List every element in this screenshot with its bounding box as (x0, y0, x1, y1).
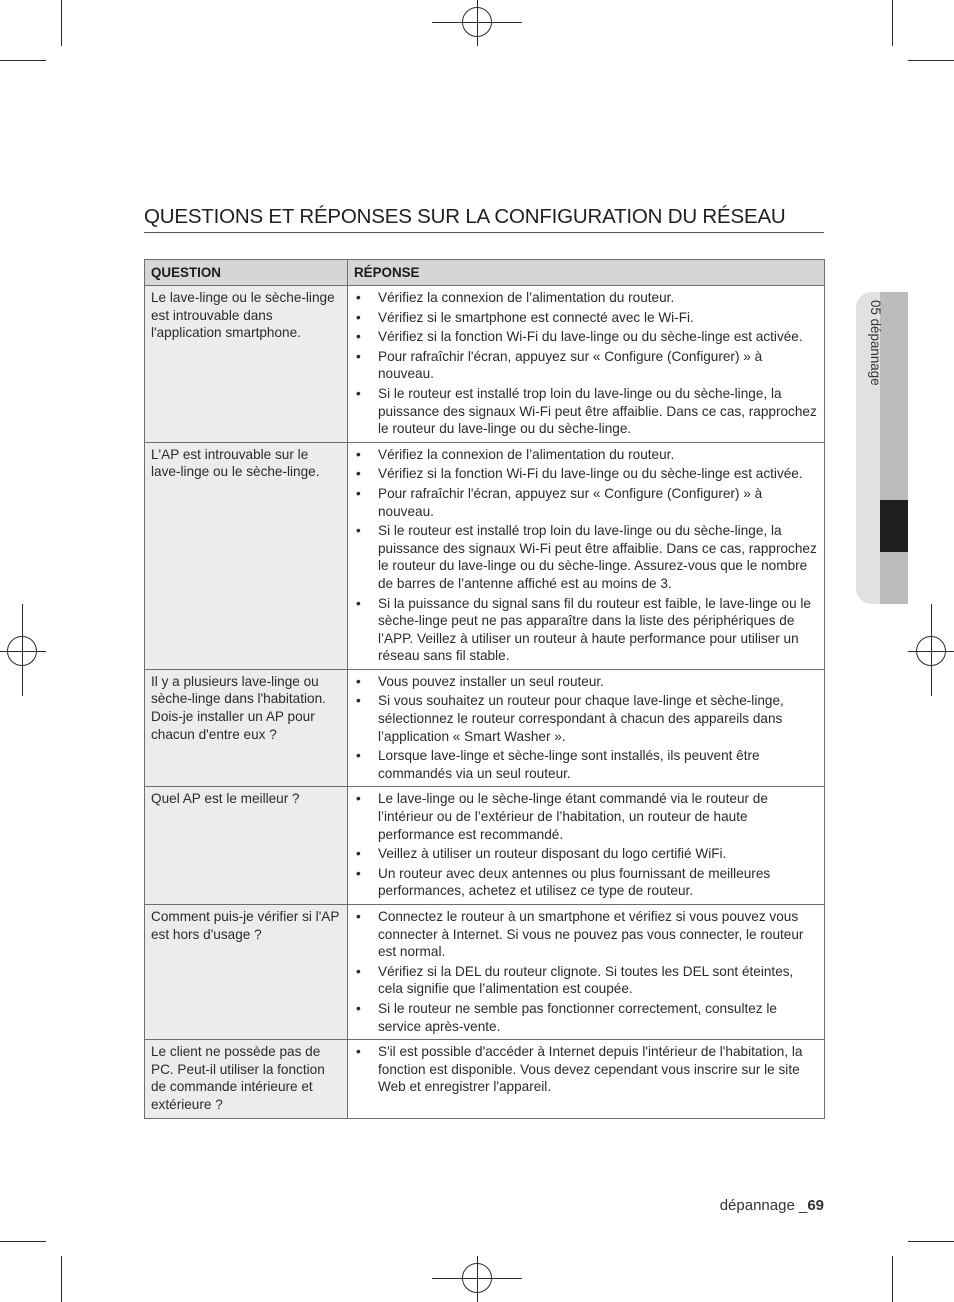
bullet-icon: • (356, 466, 361, 482)
answer-item (354, 348, 820, 383)
answer-text: S'il est possible d'accéder à Internet depuis l'intérieur de l'habitation, la fonction est disponible. Vous devez cependant vous inscrire sur le site Web et enregistrer l'appareil. (378, 1044, 803, 1095)
answer-list (354, 446, 820, 665)
page-footer (720, 1197, 824, 1214)
answer-text: Si le routeur est installé trop loin du lave-linge ou du sèche-linge, la puissance des signaux Wi-Fi peut être affaiblie. Dans ce cas, rapprochez le routeur du lave-linge ou du sèche-linge. (378, 385, 817, 437)
answer-text: Un routeur avec deux antennes ou plus fournissant de meilleures performances, achetez et utilisez ce type de routeur. (378, 865, 771, 899)
answer-cell (348, 669, 825, 787)
answer-cell (348, 905, 825, 1040)
answer-text: Vérifiez la connexion de l’alimentation du routeur. (378, 446, 675, 462)
bullet-icon: • (356, 748, 361, 764)
answer-text: Pour rafraîchir l'écran, appuyez sur « Configure (Configurer) » à nouveau. (378, 348, 763, 382)
answer-text: Veillez à utiliser un routeur disposant du logo certifié WiFi. (378, 846, 727, 862)
bullet-icon: • (356, 693, 361, 709)
answer-list (354, 908, 820, 1035)
bullet-icon: • (356, 846, 361, 862)
footer-section: dépannage _ (719, 1197, 808, 1214)
answer-text: Si le routeur est installé trop loin du lave-linge ou du sèche-linge, la puissance des signaux Wi-Fi peut être affaiblie. Dans ce cas, rapprochez le routeur du lave-linge ou du sèche-linge. Assurez-vous que le nombre de barres de l’antenne affiché est au moins de 3. (378, 523, 817, 591)
answer-text: Si le routeur ne semble pas fonctionner correctement, consultez le service après-vente. (378, 1000, 777, 1034)
answer-list (354, 790, 820, 900)
table-header-row (145, 260, 825, 286)
answer-item (354, 790, 820, 843)
page-number: 69 (807, 1197, 824, 1214)
chapter-tab-strip (880, 292, 908, 604)
answer-item (354, 747, 820, 782)
answer-text: Lorsque lave-linge et sèche-linge sont installés, ils peuvent être commandés via un seul routeur. (378, 748, 760, 781)
header-question: QUESTION (145, 260, 348, 286)
answer-item (354, 1000, 820, 1035)
question-cell: Il y a plusieurs lave-linge ou sèche-linge dans l'habitation. Dois-je installer un AP pour chacun d'entre eux ? (145, 669, 348, 787)
answer-text: Vérifiez si la DEL du routeur clignote. Si toutes les DEL sont éteintes, cela signifie que l’alimentation est coupée. (378, 963, 794, 997)
answer-item (354, 908, 820, 961)
chapter-tab-marker (880, 500, 908, 552)
bullet-icon: • (356, 791, 361, 807)
bullet-icon: • (356, 1044, 361, 1060)
qa-table (144, 259, 825, 1119)
answer-text: Si vous souhaitez un routeur pour chaque lave-linge et sèche-linge, sélectionnez le routeur correspondant à chacun des appareils dans l’application « Smart Washer ». (378, 693, 784, 744)
bullet-icon: • (356, 385, 361, 401)
answer-item (354, 673, 820, 691)
answer-text: Si la puissance du signal sans fil du routeur est faible, le lave-linge ou le sèche-linge peut ne pas apparaître dans la liste des périphériques de l’APP. Veillez à utiliser un routeur à haute performance pour utiliser un réseau sans fil stable. (378, 595, 811, 664)
answer-item (354, 289, 820, 307)
header-answer: RÉPONSE (348, 260, 825, 286)
question-cell: Quel AP est le meilleur ? (145, 787, 348, 905)
bullet-icon: • (356, 446, 361, 462)
answer-list (354, 1043, 820, 1096)
answer-cell (348, 286, 825, 443)
bullet-icon: • (356, 485, 361, 501)
answer-text: Vérifiez si la fonction Wi-Fi du lave-linge ou du sèche-linge est activée. (378, 329, 803, 345)
answer-cell (348, 787, 825, 905)
crop-mark (908, 1241, 954, 1242)
answer-item (354, 465, 820, 483)
crop-mark (892, 0, 893, 46)
answer-item (354, 485, 820, 520)
question-cell: Le lave-linge ou le sèche-linge est introuvable dans l'application smartphone. (145, 286, 348, 443)
answer-item (354, 845, 820, 863)
bullet-icon: • (356, 595, 361, 611)
question-cell: L'AP est introuvable sur le lave-linge ou le sèche-linge. (145, 442, 348, 669)
bullet-icon: • (356, 909, 361, 924)
answer-text: Pour rafraîchir l'écran, appuyez sur « Configure (Configurer) » à nouveau. (378, 485, 763, 519)
bullet-icon: • (356, 348, 361, 364)
bullet-icon: • (356, 329, 361, 345)
answer-item (354, 309, 820, 327)
table-row (145, 442, 825, 669)
crop-mark (0, 60, 46, 61)
answer-text: Vérifiez la connexion de l’alimentation du routeur. (378, 290, 675, 305)
table-row (145, 787, 825, 905)
answer-item (354, 328, 820, 346)
bullet-icon: • (356, 290, 361, 305)
table-row (145, 1040, 825, 1118)
bullet-icon: • (356, 309, 361, 325)
answer-item (354, 446, 820, 464)
answer-item (354, 522, 820, 592)
answer-cell (348, 442, 825, 669)
answer-item (354, 595, 820, 665)
crop-mark (61, 1256, 62, 1302)
question-cell: Comment puis-je vérifier si l'AP est hors d'usage ? (145, 905, 348, 1040)
bullet-icon: • (356, 865, 361, 881)
crop-mark (61, 0, 62, 46)
answer-text: Connectez le routeur à un smartphone et vérifiez si vous pouvez vous connecter à Internet. Si vous ne pouvez pas vous connecter, le routeur est normal. (378, 909, 804, 960)
answer-text: Vérifiez si le smartphone est connecté avec le Wi-Fi. (378, 309, 694, 325)
table-row (145, 905, 825, 1040)
bullet-icon: • (356, 963, 361, 979)
crop-mark (892, 1256, 893, 1302)
answer-text: Vous pouvez installer un seul routeur. (378, 673, 604, 689)
answer-item (354, 692, 820, 745)
bullet-icon: • (356, 673, 361, 689)
answer-item (354, 1043, 820, 1096)
answer-list (354, 289, 820, 438)
answer-text: Le lave-linge ou le sèche-linge étant commandé via le routeur de l’intérieur ou de l’extérieur de l’habitation, un routeur de haute performance est recommandé. (378, 791, 768, 842)
bullet-icon: • (356, 523, 361, 539)
chapter-tab-label: 05 dépannage (868, 300, 883, 386)
answer-item (354, 963, 820, 998)
table-row (145, 669, 825, 787)
answer-text: Vérifiez si la fonction Wi-Fi du lave-linge ou du sèche-linge est activée. (378, 466, 803, 482)
bullet-icon: • (356, 1000, 361, 1016)
page-title: QUESTIONS ET RÉPONSES SUR LA CONFIGURATION DU RÉSEAU (144, 205, 824, 233)
answer-item (354, 385, 820, 438)
answer-cell (348, 1040, 825, 1118)
answer-list (354, 673, 820, 783)
answer-item (354, 865, 820, 900)
crop-mark (0, 1241, 46, 1242)
table-row (145, 286, 825, 443)
question-cell: Le client ne possède pas de PC. Peut-il utiliser la fonction de commande intérieure et extérieure ? (145, 1040, 348, 1118)
crop-mark (908, 60, 954, 61)
